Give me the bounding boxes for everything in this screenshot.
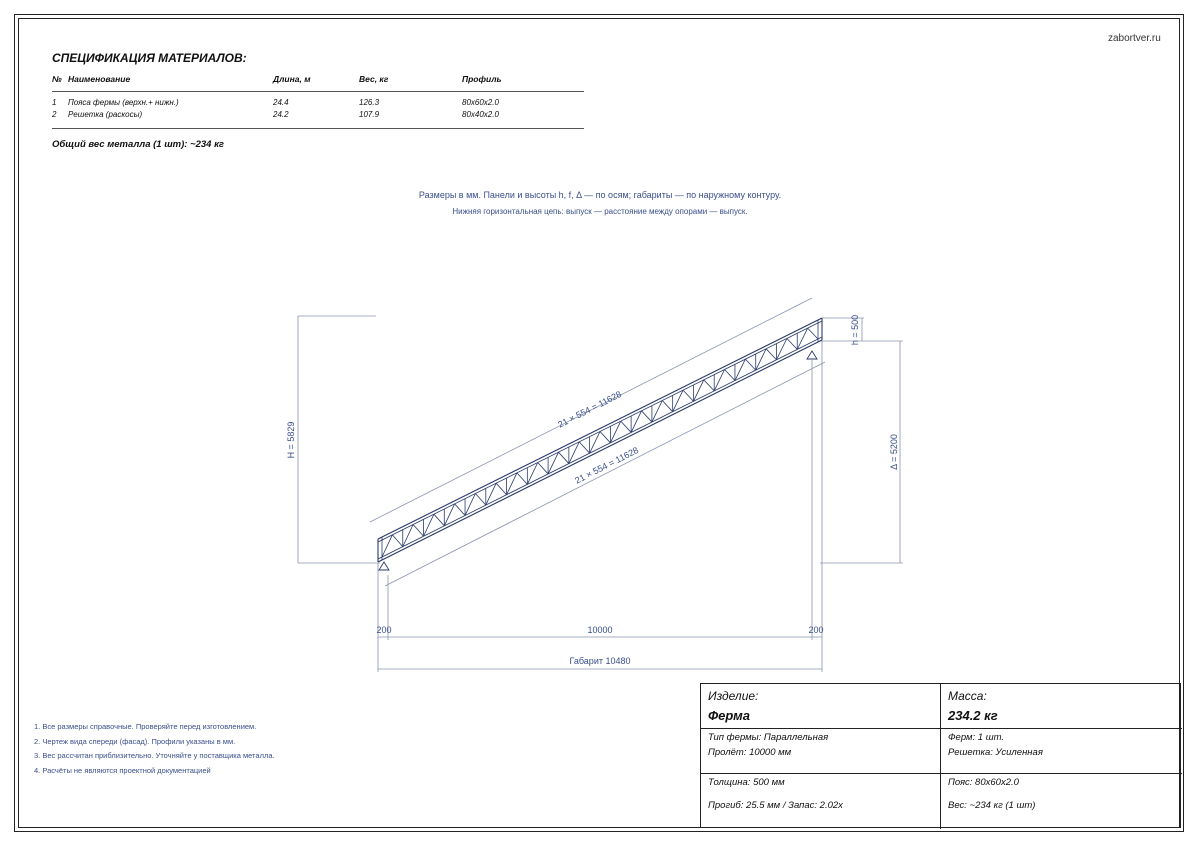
lattice-diagonal xyxy=(787,338,797,349)
dim-label-span: 10000 xyxy=(587,625,613,635)
product-label: Изделие: xyxy=(708,689,759,703)
truss-thickness: Толщина: 500 мм xyxy=(708,777,785,788)
lattice-diagonal xyxy=(756,349,766,370)
truss-weight: Вес: ~234 кг (1 шт) xyxy=(948,800,1036,811)
lattice-diagonal xyxy=(776,338,786,359)
row-weight: 107.9 xyxy=(359,110,380,119)
lattice-diagonal xyxy=(444,504,454,526)
site-label: zabortver.ru xyxy=(1108,33,1161,44)
row-weight: 126.3 xyxy=(359,98,380,107)
lattice-diagonal xyxy=(766,349,776,360)
row-length: 24.2 xyxy=(273,110,289,119)
bottom-chord-outer xyxy=(378,340,822,562)
lattice-diagonal xyxy=(475,494,485,506)
row-profile: 80x40x2.0 xyxy=(462,110,499,119)
row-name: Решетка (раскосы) xyxy=(68,110,143,119)
lattice-diagonal xyxy=(486,483,496,505)
spec-title: СПЕЦИФИКАЦИЯ МАТЕРИАЛОВ: xyxy=(52,51,247,65)
mass-value: 234.2 кг xyxy=(948,708,998,723)
lattice-diagonal xyxy=(403,525,413,547)
dim-label-overhang-right: 200 xyxy=(808,625,824,635)
dim-label-overall: Габарит 10480 xyxy=(569,656,631,666)
remark-item: 4. Расчёты не являются проектной документацией xyxy=(34,765,211,775)
header-num: № xyxy=(52,74,62,84)
row-num: 2 xyxy=(52,110,57,119)
lattice-diagonal xyxy=(642,411,652,422)
lattice-diagonal xyxy=(631,411,641,433)
title-block-divider xyxy=(940,684,941,829)
row-name: Пояса фермы (верхн.+ нижн.) xyxy=(68,98,179,107)
lattice-diagonal xyxy=(434,514,444,526)
lattice-diagonal xyxy=(465,494,475,516)
lattice-diagonal xyxy=(527,463,537,485)
lattice-diagonal xyxy=(683,390,693,401)
title-block xyxy=(700,683,1181,828)
support-right-icon xyxy=(807,351,817,359)
mass-label: Масса: xyxy=(948,689,987,703)
total-weight: Общий вес металла (1 шт): ~234 кг xyxy=(52,139,224,150)
row-num: 1 xyxy=(52,98,57,107)
lattice-diagonal xyxy=(569,442,579,464)
remarks-list xyxy=(34,720,275,778)
lattice-diagonal xyxy=(745,359,755,370)
dim-label-delta: Δ = 5200 xyxy=(889,434,899,470)
lattice-diagonal xyxy=(714,369,724,390)
truss-type: Тип фермы: Параллельная xyxy=(708,732,829,743)
note-chain: Нижняя горизонтальная цепь: выпуск — расстояние между опорами — выпуск. xyxy=(452,207,748,216)
lattice-diagonal xyxy=(579,442,589,453)
dim-label-bottom-chord: 21 × 554 = 11628 xyxy=(573,445,641,486)
remark-item: 3. Вес рассчитан приблизительно. Уточняйте у поставщика металла. xyxy=(34,751,275,760)
lattice-diagonal xyxy=(704,380,714,391)
lattice-diagonal xyxy=(382,535,392,557)
header-weight: Вес, кг xyxy=(359,74,389,84)
lattice-diagonal xyxy=(548,452,558,474)
lattice-diagonal xyxy=(496,483,506,495)
header-name: Наименование xyxy=(68,74,131,84)
lattice-diagonal xyxy=(600,432,610,443)
remark-item: 1. Все размеры справочные. Проверяйте перед изготовлением. xyxy=(34,722,257,731)
lattice-diagonal xyxy=(662,400,672,411)
supports xyxy=(379,351,817,570)
note-dimensions: Размеры в мм. Панели и высоты h, f, Δ — по осям; габариты — по наружному контуру. xyxy=(418,190,782,200)
lattice-diagonal xyxy=(413,525,423,537)
lattice-diagonal xyxy=(507,473,517,495)
lattice-diagonal xyxy=(652,400,662,422)
remark-item: 2. Чертеж вида спереди (фасад). Профили указаны в мм. xyxy=(34,736,236,746)
lattice-diagonal xyxy=(797,328,807,349)
lattice-diagonal xyxy=(424,514,434,536)
lattice-diagonal xyxy=(590,432,600,454)
lattice-diagonal xyxy=(808,328,818,339)
lattice-diagonal xyxy=(693,380,703,401)
header-length: Длина, м xyxy=(273,74,311,84)
truss-outline xyxy=(378,318,822,562)
product-value: Ферма xyxy=(708,708,750,723)
lattice-diagonal xyxy=(621,421,631,432)
lattice-diagonal xyxy=(558,452,568,463)
title-block-divider xyxy=(701,773,1182,774)
truss-deflection: Прогиб: 25.5 мм / Запас: 2.02x xyxy=(708,800,843,811)
row-profile: 80x60x2.0 xyxy=(462,98,499,107)
lattice-diagonal xyxy=(392,535,402,547)
lattice-diagonal xyxy=(517,473,527,484)
truss-chord: Пояс: 80x60x2.0 xyxy=(948,777,1019,788)
dim-label-h-total: H = 5829 xyxy=(286,421,296,459)
truss-span: Пролёт: 10000 мм xyxy=(708,747,792,758)
lattice-diagonal xyxy=(725,369,735,380)
title-block-divider xyxy=(701,728,1182,729)
truss-count: Ферм: 1 шт. xyxy=(948,732,1005,743)
lattice-diagonal xyxy=(673,390,683,412)
lattice-diagonal xyxy=(455,504,465,516)
truss-lattice: Решетка: Усиленная xyxy=(948,747,1043,758)
dim-label-overhang-left: 200 xyxy=(376,625,392,635)
header-profile: Профиль xyxy=(462,74,502,84)
top-chord-outer xyxy=(378,318,822,539)
dim-label-h-truss: h = 500 xyxy=(850,314,860,346)
lattice-diagonal xyxy=(610,421,620,443)
lattice-diagonal xyxy=(538,463,548,474)
dim-label-top-chord: 21 × 554 = 11628 xyxy=(556,389,624,430)
lattice-diagonal xyxy=(735,359,745,380)
support-left-icon xyxy=(379,562,389,570)
row-length: 24.4 xyxy=(273,98,289,107)
